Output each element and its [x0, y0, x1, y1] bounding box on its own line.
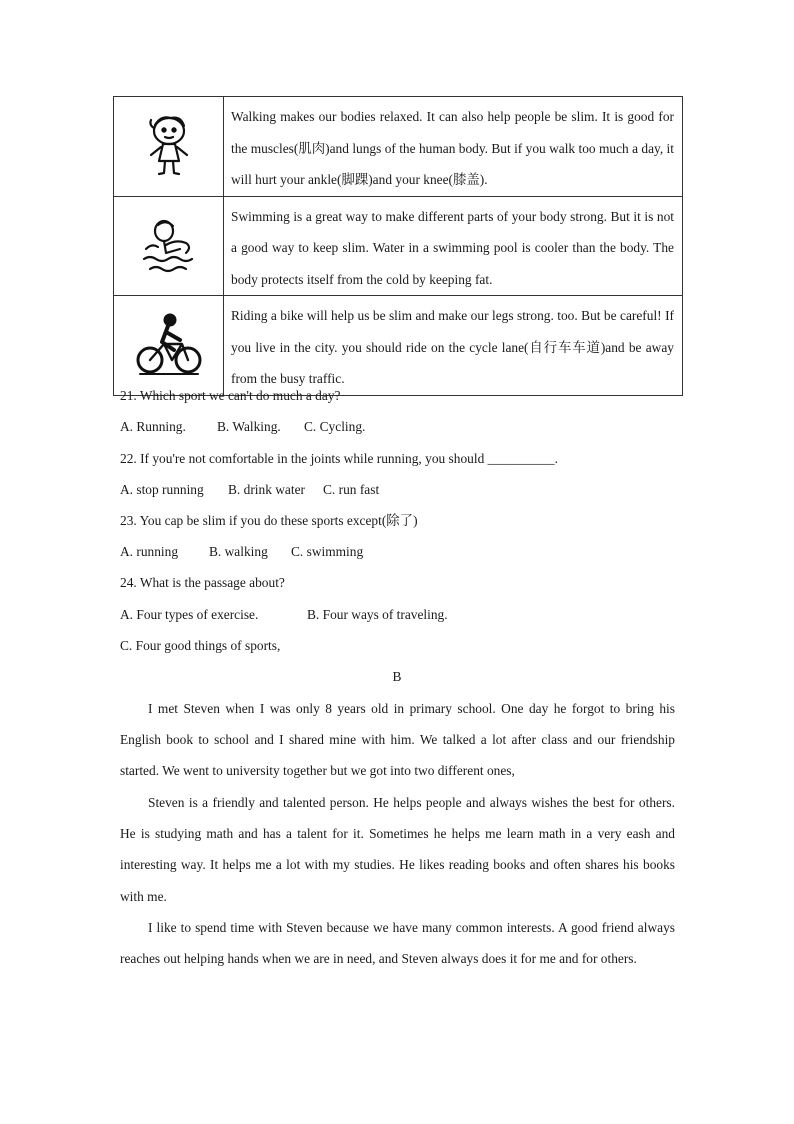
option-b[interactable]: B. Walking. [217, 419, 281, 434]
table-row [114, 97, 683, 197]
walking-girl-icon [114, 97, 224, 197]
section-b-label: B [392, 669, 402, 684]
option-a[interactable]: A. running [120, 544, 179, 559]
question-22: 22. If you're not comfortable in the joints while running, you should __________. [120, 451, 558, 466]
question-21-options [120, 418, 365, 436]
table-row [114, 296, 683, 396]
walking-description: Walking makes our bodies relaxed. It can also help people be slim. It is good for the muscles(肌肉)and lungs of the human body. But if you walk too much a day, it will hurt your ankle(脚踝)and your knee(膝盖). [231, 109, 674, 187]
option-c[interactable]: C. Cycling. [304, 419, 366, 434]
question-23: 23. You cap be slim if you do these sports except(除了) [120, 513, 418, 528]
cycling-description: Riding a bike will help us be slim and make our legs strong. too. But be careful! If you live in the city. you should ride on the cycle lane(自行车车道)and be away from the busy traffic. [231, 308, 674, 386]
cyclist-icon [114, 296, 224, 396]
passage-paragraph-2: Steven is a friendly and talented person. He helps people and always wishes the best for others. He is studying math and has a talent for it. Sometimes he helps me learn math in a very eash and interesting way. It helps me a lot with my studies. He likes reading books and often shares his books with me. [120, 795, 675, 904]
question-24-options-line-1 [120, 606, 448, 624]
sports-table [113, 96, 683, 396]
option-c[interactable]: C. run fast [323, 482, 380, 497]
question-21: 21. Which sport we can't do much a day? [120, 388, 341, 403]
option-a[interactable]: A. stop running [120, 482, 204, 497]
option-b[interactable]: B. drink water [228, 482, 305, 497]
question-22-options [120, 481, 379, 499]
option-a[interactable]: A. Running. [120, 419, 186, 434]
swimmer-icon [114, 196, 224, 296]
swimming-description-cell [224, 196, 683, 296]
option-b[interactable]: B. walking [209, 544, 268, 559]
cycling-description-cell [224, 296, 683, 396]
option-b[interactable]: B. Four ways of traveling. [307, 607, 448, 622]
option-c[interactable]: C. swimming [291, 544, 364, 559]
question-24-options-line-2 [120, 637, 280, 655]
swimming-description: Swimming is a great way to make different parts of your body strong. But it is not a good way to keep slim. Water in a swimming pool is cooler than the body. The body protects itself from the cold by keeping fat. [231, 208, 674, 287]
passage-paragraph-3: I like to spend time with Steven because we have many common interests. A good friend always reaches out helping hands when we are in need, and Steven always does it for me and for others. [120, 920, 675, 967]
option-a[interactable]: A. Four types of exercise. [120, 607, 259, 622]
passage-paragraph-1: I met Steven when I was only 8 years old in primary school. One day he forgot to bring his English book to school and I shared mine with him. We talked a lot after class and our friendship started. We went to university together but we got into two different ones, [120, 701, 675, 779]
walking-description-cell [224, 97, 683, 197]
table-row [114, 196, 683, 296]
question-23-options [120, 543, 363, 561]
question-24: 24. What is the passage about? [120, 575, 285, 590]
option-c[interactable]: C. Four good things of sports, [120, 638, 281, 653]
